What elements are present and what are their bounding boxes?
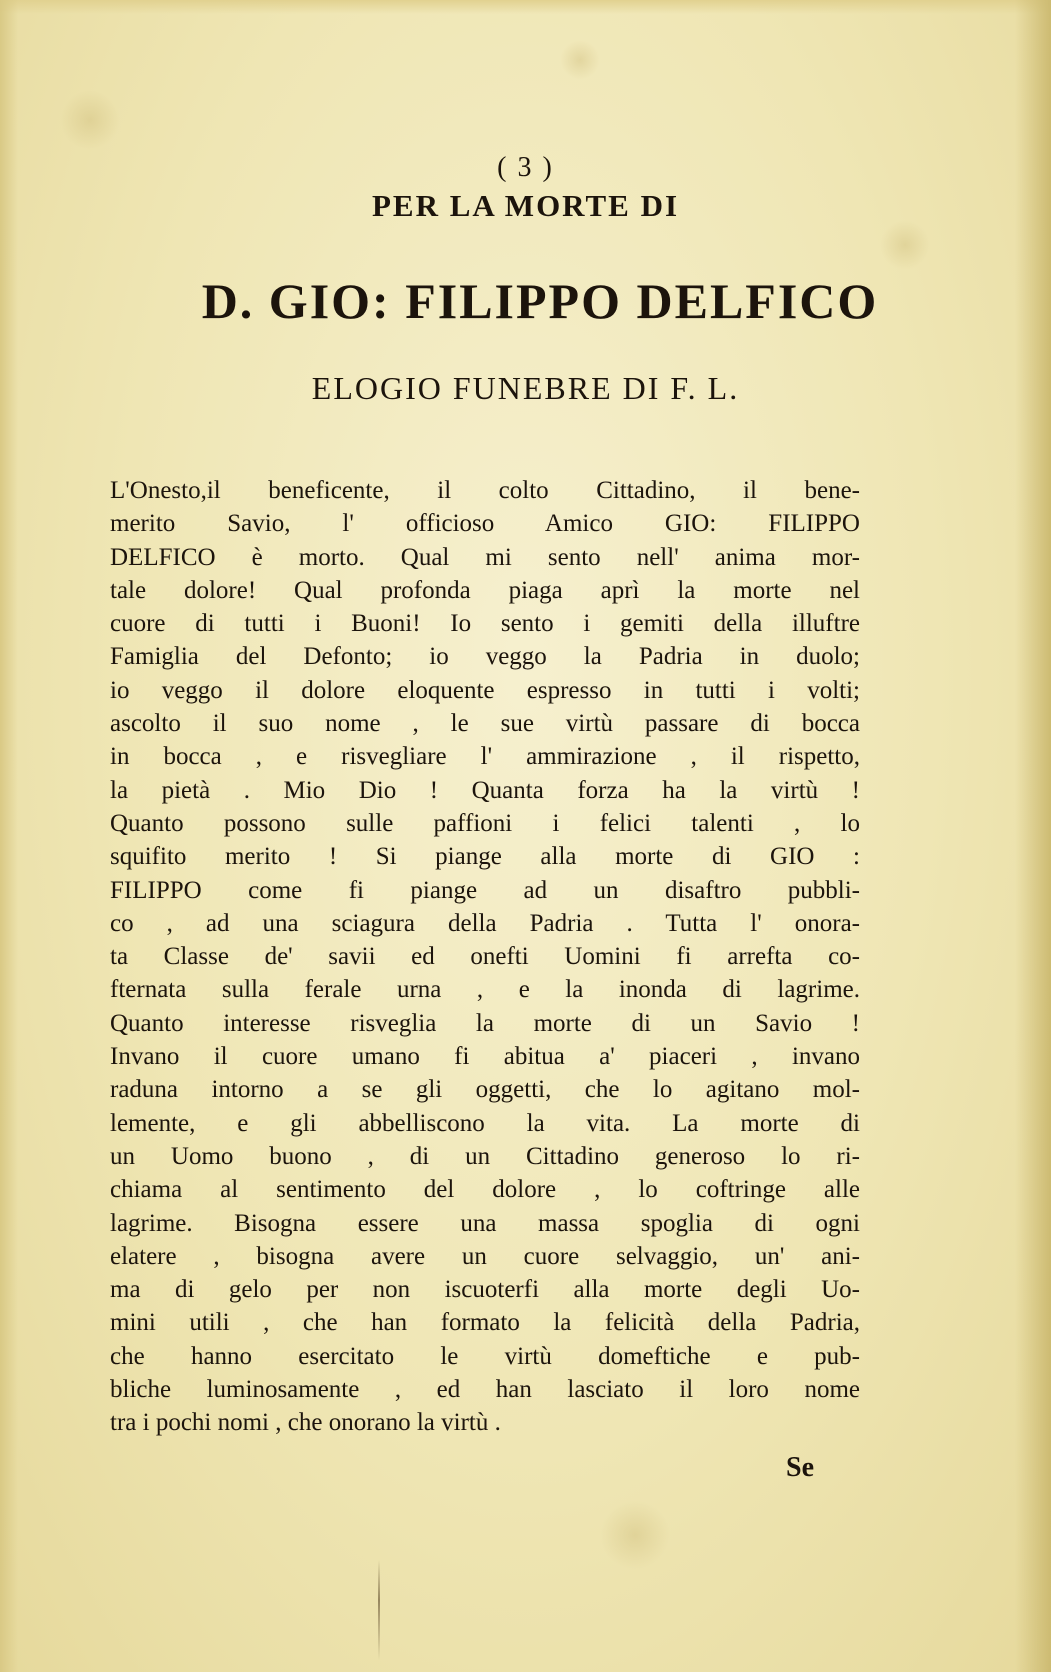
body-line: tale dolore! Qual profonda piaga aprì la morte nel: [110, 576, 860, 604]
body-line: un Uomo buono , di un Cittadino generoso lo ri-: [110, 1142, 860, 1170]
catchword: Se: [786, 1452, 814, 1483]
paper-stain: [600, 1500, 670, 1570]
body-line: tra i pochi nomi , che onorano la virtù .: [110, 1409, 501, 1437]
body-line: in bocca , e risvegliare l' ammirazione , il rispetto,: [110, 743, 860, 771]
body-line: che hanno esercitato le virtù domeftiche e pub-: [110, 1342, 860, 1370]
body-line: fternata sulla ferale urna , e la inonda di lagrime.: [110, 976, 860, 1004]
paper-stain: [880, 220, 930, 270]
heading-name: D. GIO: FILIPPO DELFICO: [201, 273, 879, 329]
body-line: elatere , bisogna avere un cuore selvaggio, un' ani-: [110, 1242, 860, 1270]
body-line: mini utili , che han formato la felicità della Padria,: [110, 1309, 860, 1337]
body-line: Quanto possono sulle paffioni i felici talenti , lo: [110, 809, 860, 837]
body-line: squifito merito ! Si piange alla morte di GIO :: [110, 843, 860, 871]
body-line: lagrime. Bisogna essere una massa spoglia di ogni: [110, 1209, 860, 1237]
body-line: lemente, e gli abbelliscono la vita. La morte di: [110, 1109, 860, 1137]
paper-stain: [560, 40, 600, 80]
page-number: ( 3 ): [497, 152, 554, 183]
body-line: cuore di tutti i Buoni! Io sento i gemiti della illuftre: [110, 610, 860, 638]
body-line: chiama al sentimento del dolore , lo coftringe alle: [110, 1176, 860, 1204]
body-line: co , ad una sciagura della Padria . Tutta l' onora-: [110, 909, 860, 937]
paper-edge-left: [0, 0, 18, 1672]
body-line: ta Classe de' savii ed onefti Uomini fi arrefta co-: [110, 943, 860, 971]
paper-edge-top: [0, 0, 1051, 14]
heading-per-la-morte: PER LA MORTE DI: [371, 188, 680, 223]
body-line: bliche luminosamente , ed han lasciato il loro nome: [110, 1376, 860, 1404]
body-line: io veggo il dolore eloquente espresso in tutti i volti;: [110, 676, 860, 704]
body-line: raduna intorno a se gli oggetti, che lo agitano mol-: [110, 1076, 860, 1104]
body-line: Quanto interesse risveglia la morte di un Savio !: [110, 1009, 860, 1037]
body-line: L'Onesto,il beneficente, il colto Cittadino, il bene-: [110, 477, 860, 504]
body-line: Famiglia del Defonto; io veggo la Padria in duolo;: [110, 643, 860, 671]
paper-crease: [378, 1560, 380, 1660]
body-line: DELFICO è morto. Qual mi sento nell' anima mor-: [110, 543, 860, 571]
body-line: FILIPPO come fi piange ad un disaftro pubbli-: [110, 876, 860, 904]
body-line: ascolto il suo nome , le sue virtù passare di bocca: [110, 710, 860, 738]
body-line: la pietà . Mio Dio ! Quanta forza ha la virtù !: [110, 776, 860, 804]
body-line: ma di gelo per non iscuoterfi alla morte degli Uo-: [110, 1276, 860, 1304]
body-line: Invano il cuore umano fi abitua a' piaceri , invano: [110, 1043, 860, 1071]
body-line: merito Savio, l' officioso Amico GIO: FILIPPO: [110, 510, 860, 538]
heading-elogio: ELOGIO FUNEBRE DI F. L.: [311, 370, 740, 406]
paper-stain: [60, 90, 120, 150]
paper-edge-right: [1015, 0, 1051, 1672]
body-paragraph: [110, 474, 860, 1440]
